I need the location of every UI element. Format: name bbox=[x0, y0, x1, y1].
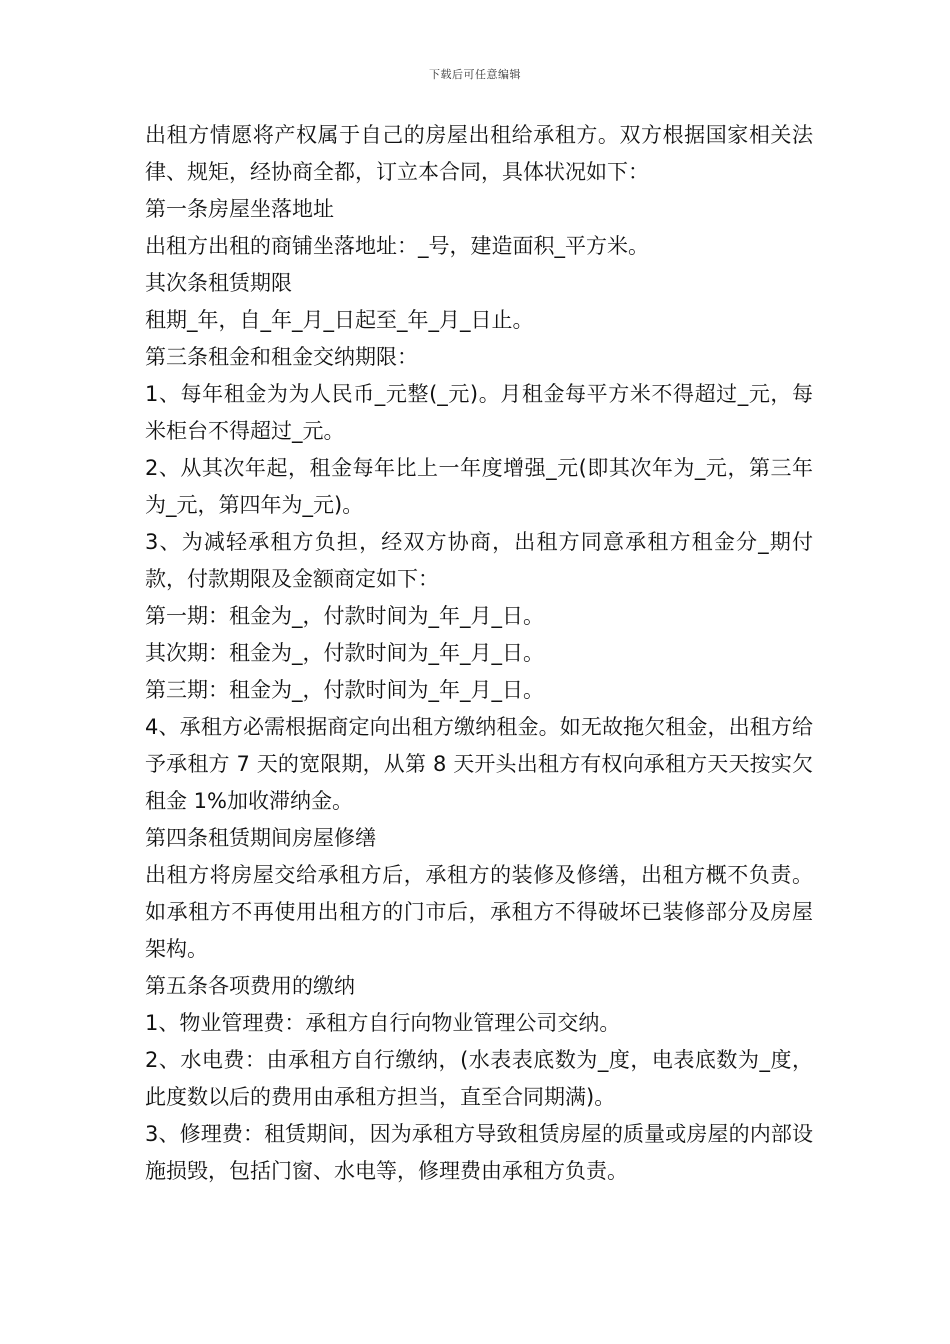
paragraph: 2、从其次年起，租金每年比上一年度增强_元(即其次年为_元，第三年为_元，第四年为_元)。 bbox=[145, 456, 813, 517]
paragraph: 3、修理费：租赁期间，因为承租方导致租赁房屋的质量或房屋的内部设施损毁，包括门窗、水电等，修理费由承租方负责。 bbox=[145, 1122, 813, 1183]
paragraph: 出租方将房屋交给承租方后，承租方的装修及修缮，出租方概不负责。如承租方不再使用出租方的门市后，承租方不得破坏已装修部分及房屋架构。 bbox=[145, 863, 813, 961]
article-5-heading: 第五条各项费用的缴纳 bbox=[145, 974, 355, 998]
paragraph: 第三期：租金为_，付款时间为_年_月_日。 bbox=[145, 678, 544, 702]
article-3-heading: 第三条租金和租金交纳期限： bbox=[145, 345, 418, 369]
paragraph: 租期_年，自_年_月_日起至_年_月_日止。 bbox=[145, 308, 534, 332]
document-body bbox=[145, 117, 813, 1190]
paragraph: 其次期：租金为_，付款时间为_年_月_日。 bbox=[145, 641, 544, 665]
page-header: 下载后可任意编辑 bbox=[429, 68, 521, 81]
paragraph: 1、物业管理费：承租方自行向物业管理公司交纳。 bbox=[145, 1011, 621, 1035]
paragraph-intro: 出租方情愿将产权属于自己的房屋出租给承租方。双方根据国家相关法律、规矩，经协商全都，订立本合同，具体状况如下： bbox=[145, 123, 813, 184]
article-1-heading: 第一条房屋坐落地址 bbox=[145, 197, 334, 221]
article-4-heading: 第四条租赁期间房屋修缮 bbox=[145, 826, 376, 850]
paragraph: 3、为减轻承租方负担，经双方协商，出租方同意承租方租金分_期付款，付款期限及金额商定如下： bbox=[145, 530, 813, 591]
paragraph: 第一期：租金为_，付款时间为_年_月_日。 bbox=[145, 604, 544, 628]
paragraph: 出租方出租的商铺坐落地址：_号，建造面积_平方米。 bbox=[145, 234, 649, 258]
article-2-heading: 其次条租赁期限 bbox=[145, 271, 292, 295]
paragraph: 4、承租方必需根据商定向出租方缴纳租金。如无故拖欠租金，出租方给予承租方 7 天的宽限期，从第 8 天开头出租方有权向承租方天天按实欠租金 1%加收滞纳金。 bbox=[145, 715, 813, 813]
paragraph: 2、水电费：由承租方自行缴纳，(水表表底数为_度，电表底数为_度，此度数以后的费用由承租方担当，直至合同期满)。 bbox=[145, 1048, 813, 1109]
paragraph: 1、每年租金为为人民币_元整(_元)。月租金每平方米不得超过_元，每米柜台不得超过_元。 bbox=[145, 382, 813, 443]
